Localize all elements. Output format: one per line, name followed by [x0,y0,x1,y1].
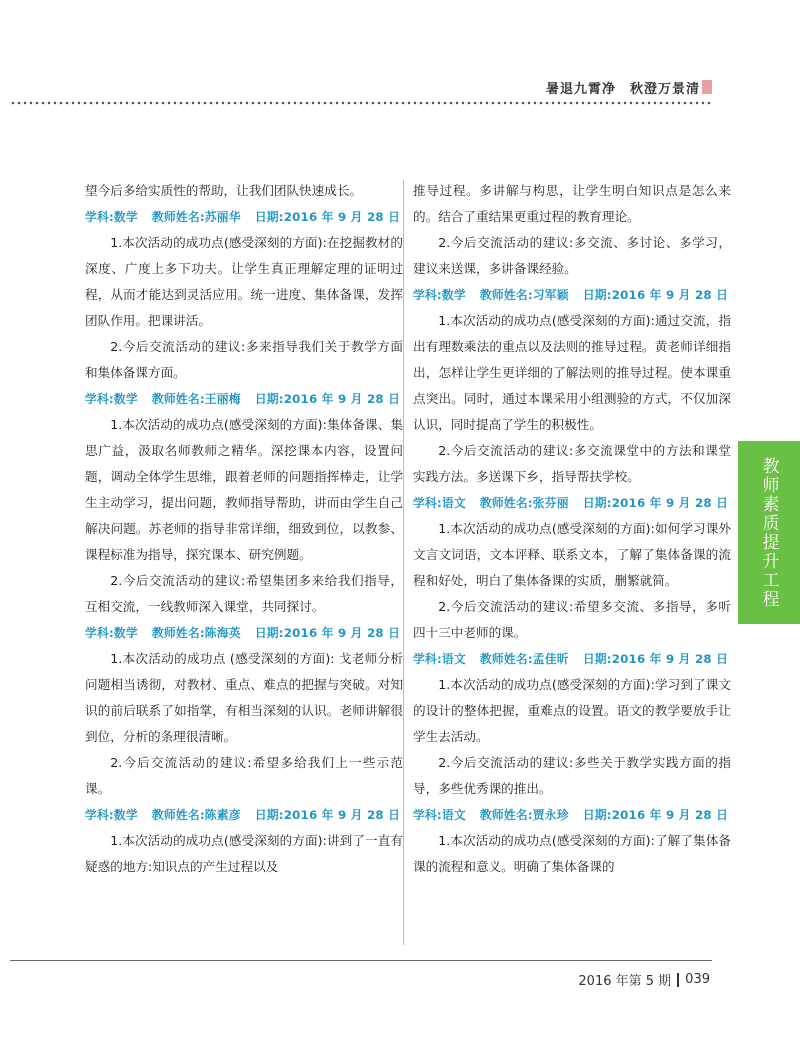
side-tab-label: 教师素质提升工程 [758,456,779,609]
paragraph: 2.今后交流活动的建议:多来指导我们关于教学方面和集体备课方面。 [85,339,403,380]
right-column [413,178,731,880]
footer-separator [677,973,679,987]
paragraph: 2.今后交流活动的建议:希望多交流、多指导，多听四十三中老师的课。 [413,599,731,640]
meta-subject: 学科:数学 [85,210,138,224]
paragraph: 望今后多给实质性的帮助，让我们团队快速成长。 [85,183,363,198]
meta-date: 日期:2016 年 9 月 28 日 [254,210,401,224]
paragraph: 2.今后交流活动的建议:多些关于教学实践方面的指导，多些优秀课的推出。 [413,755,731,796]
meta-date: 日期:2016 年 9 月 28 日 [582,808,729,822]
meta-teacher: 教师姓名:王丽梅 [151,392,241,406]
meta-teacher: 教师姓名:陈素彦 [151,808,241,822]
paragraph: 2.今后交流活动的建议:多交流课堂中的方法和课堂实践方法。多送课下乡，指导帮扶学校。 [413,443,731,484]
paragraph: 1.本次活动的成功点(感受深刻的方面):了解了集体备课的流程和意义。明确了集体备课的 [413,833,731,874]
meta-teacher: 教师姓名:贾永珍 [479,808,569,822]
paragraph: 2.今后交流活动的建议:希望集团多来给我们指导，互相交流，一线教师深入课堂，共同探讨。 [85,573,403,614]
meta-subject: 学科:语文 [413,652,466,666]
bottom-rule [10,960,712,961]
entry-meta [413,802,731,828]
meta-subject: 学科:数学 [85,626,138,640]
column-divider [403,180,404,945]
paragraph: 1.本次活动的成功点(感受深刻的方面):讲到了一直有疑惑的地方:知识点的产生过程以及 [85,833,403,874]
dotted-rule [10,101,712,105]
meta-subject: 学科:数学 [85,392,138,406]
meta-date: 日期:2016 年 9 月 28 日 [582,652,729,666]
entry-meta [85,204,403,230]
paragraph: 1.本次活动的成功点(感受深刻的方面):在挖掘教材的深度、广度上多下功夫。让学生真正理解定理的证明过程，从而才能达到灵活应用。统一进度、集体备课，发挥团队作用。把课讲活。 [85,235,403,328]
entry-meta [413,646,731,672]
entry-meta [85,386,403,412]
meta-teacher: 教师姓名:习军颖 [479,288,569,302]
footer-page-number: 039 [685,972,710,987]
meta-date: 日期:2016 年 9 月 28 日 [254,626,401,640]
footer-issue: 2016 年第 5 期 [578,974,672,989]
meta-subject: 学科:数学 [85,808,138,822]
meta-subject: 学科:语文 [413,496,466,510]
meta-teacher: 教师姓名:孟佳昕 [479,652,569,666]
paragraph: 2.今后交流活动的建议:多交流、多讨论、多学习，建议来送课，多讲备课经验。 [413,235,731,276]
meta-teacher: 教师姓名:陈海英 [151,626,241,640]
footer [578,970,710,989]
header-title: 暑退九霄净 秋澄万景清 [545,82,700,97]
paragraph: 2.今后交流活动的建议:希望多给我们上一些示范课。 [85,755,403,796]
paragraph: 推导过程。多讲解与构思，让学生明白知识点是怎么来的。结合了重结果更重过程的教育理论。 [413,183,731,224]
entry-meta [413,490,731,516]
left-column [85,178,403,880]
paragraph: 1.本次活动的成功点(感受深刻的方面):通过交流，指出有理数乘法的重点以及法则的推导过程。黄老师详细指出，怎样让学生更详细的了解法则的推导过程。使本课重点突出。同时，通过本课采用小组测验的方式，不仅加深认识，同时提高了学生的积极性。 [413,313,731,432]
entry-meta [413,282,731,308]
paragraph: 1.本次活动的成功点(感受深刻的方面):学习到了课文的设计的整体把握，重难点的设置。语文的教学要放手让学生去活动。 [413,677,731,744]
meta-date: 日期:2016 年 9 月 28 日 [254,808,401,822]
meta-date: 日期:2016 年 9 月 28 日 [254,392,401,406]
meta-teacher: 教师姓名:苏丽华 [151,210,241,224]
meta-date: 日期:2016 年 9 月 28 日 [582,288,729,302]
meta-subject: 学科:语文 [413,808,466,822]
meta-teacher: 教师姓名:张芬丽 [479,496,569,510]
meta-subject: 学科:数学 [413,288,466,302]
side-tab [738,441,800,624]
paragraph: 1.本次活动的成功点(感受深刻的方面):如何学习课外文言文词语，文本评释、联系文本，了解了集体备课的流程和好处，明白了集体备课的实质，删繁就简。 [413,521,731,588]
entry-meta [85,802,403,828]
header-color-block [702,80,712,94]
paragraph: 1.本次活动的成功点 (感受深刻的方面): 戈老师分析问题相当诱彻，对教材、重点、难点的把握与突破。对知识的前后联系了如指掌，有相当深刻的认识。老师讲解很到位，分析的条理很清晰。 [85,651,403,744]
entry-meta [85,620,403,646]
paragraph: 1.本次活动的成功点(感受深刻的方面):集体备课、集思广益，汲取名师教师之精华。深挖课本内容，设置问题，调动全体学生思维，跟着老师的问题指挥棒走，让学生主动学习，提出问题，教师指导帮助，讲而由学生自己解决问题。苏老师的指导非常详细，细致到位，以教参、课程标准为指导，探究课本、研究例题。 [85,417,403,562]
meta-date: 日期:2016 年 9 月 28 日 [582,496,729,510]
